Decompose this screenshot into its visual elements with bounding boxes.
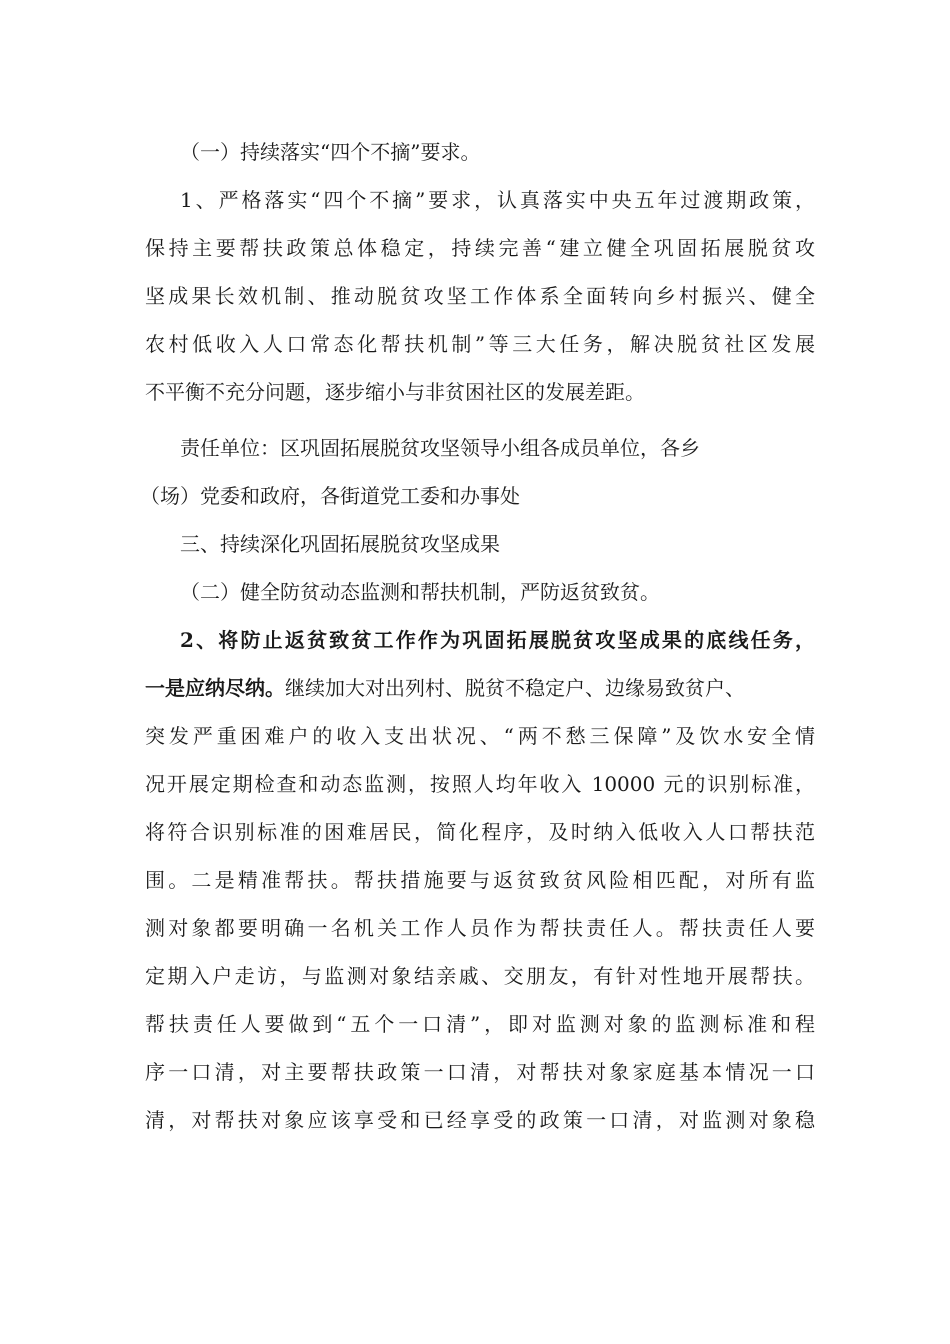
section-heading-2: （二）健全防贫动态监测和帮扶机制，严防返贫致贫。 bbox=[180, 580, 660, 604]
paragraph-2-line-9: 帮扶责任人要做到“五个一口清”，即对监测对象的监测标准和程 bbox=[145, 1012, 815, 1036]
paragraph-2-line-8: 定期入户走访，与监测对象结亲戚、交朋友，有针对性地开展帮扶。 bbox=[145, 964, 815, 988]
paragraph-2-line-3: 突发严重困难户的收入支出状况、“两不愁三保障”及饮水安全情 bbox=[145, 724, 815, 748]
paragraph-2-line-1: 2、将防止返贫致贫工作作为巩固拓展脱贫攻坚成果的底线任务， bbox=[180, 628, 815, 652]
continuation-text: 继续加大对出列村、脱贫不稳定户、边缘易致贫户、 bbox=[285, 676, 745, 700]
paragraph-2-line-4: 况开展定期检查和动态监测，按照人均年收入 10000 元的识别标准， bbox=[145, 772, 815, 796]
paragraph-2-line-11: 清，对帮扶对象应该享受和已经享受的政策一口清，对监测对象稳 bbox=[145, 1108, 815, 1132]
paragraph-2-line-7: 测对象都要明确一名机关工作人员作为帮扶责任人。帮扶责任人要 bbox=[145, 916, 815, 940]
paragraph-1-line-5: 不平衡不充分问题，逐步缩小与非贫困社区的发展差距。 bbox=[145, 380, 645, 404]
paragraph-2-line-2 bbox=[145, 673, 815, 703]
paragraph-1-line-4: 农村低收入人口常态化帮扶机制”等三大任务，解决脱贫社区发展 bbox=[145, 332, 815, 356]
section-heading-1: （一）持续落实“四个不摘”要求。 bbox=[180, 140, 481, 164]
paragraph-2-line-10: 序一口清，对主要帮扶政策一口清，对帮扶对象家庭基本情况一口 bbox=[145, 1060, 815, 1084]
paragraph-1-line-2: 保持主要帮扶政策总体稳定，持续完善“建立健全巩固拓展脱贫攻 bbox=[145, 236, 815, 260]
paragraph-1-line-3: 坚成果长效机制、推动脱贫攻坚工作体系全面转向乡村振兴、健全 bbox=[145, 284, 815, 308]
paragraph-2-line-5: 将符合识别标准的困难居民，简化程序，及时纳入低收入人口帮扶范 bbox=[145, 820, 815, 844]
responsible-unit-line-1: 责任单位：区巩固拓展脱贫攻坚领导小组各成员单位，各乡 bbox=[180, 436, 700, 460]
paragraph-2-line-6: 围。二是精准帮扶。帮扶措施要与返贫致贫风险相匹配，对所有监 bbox=[145, 868, 815, 892]
bold-lead-text: 一是应纳尽纳。 bbox=[145, 676, 285, 700]
section-heading-3: 三、持续深化巩固拓展脱贫攻坚成果 bbox=[180, 532, 500, 556]
responsible-unit-line-2: （场）党委和政府，各街道党工委和办事处 bbox=[140, 484, 520, 508]
paragraph-1-line-1: 1、严格落实“四个不摘”要求，认真落实中央五年过渡期政策， bbox=[180, 188, 815, 212]
